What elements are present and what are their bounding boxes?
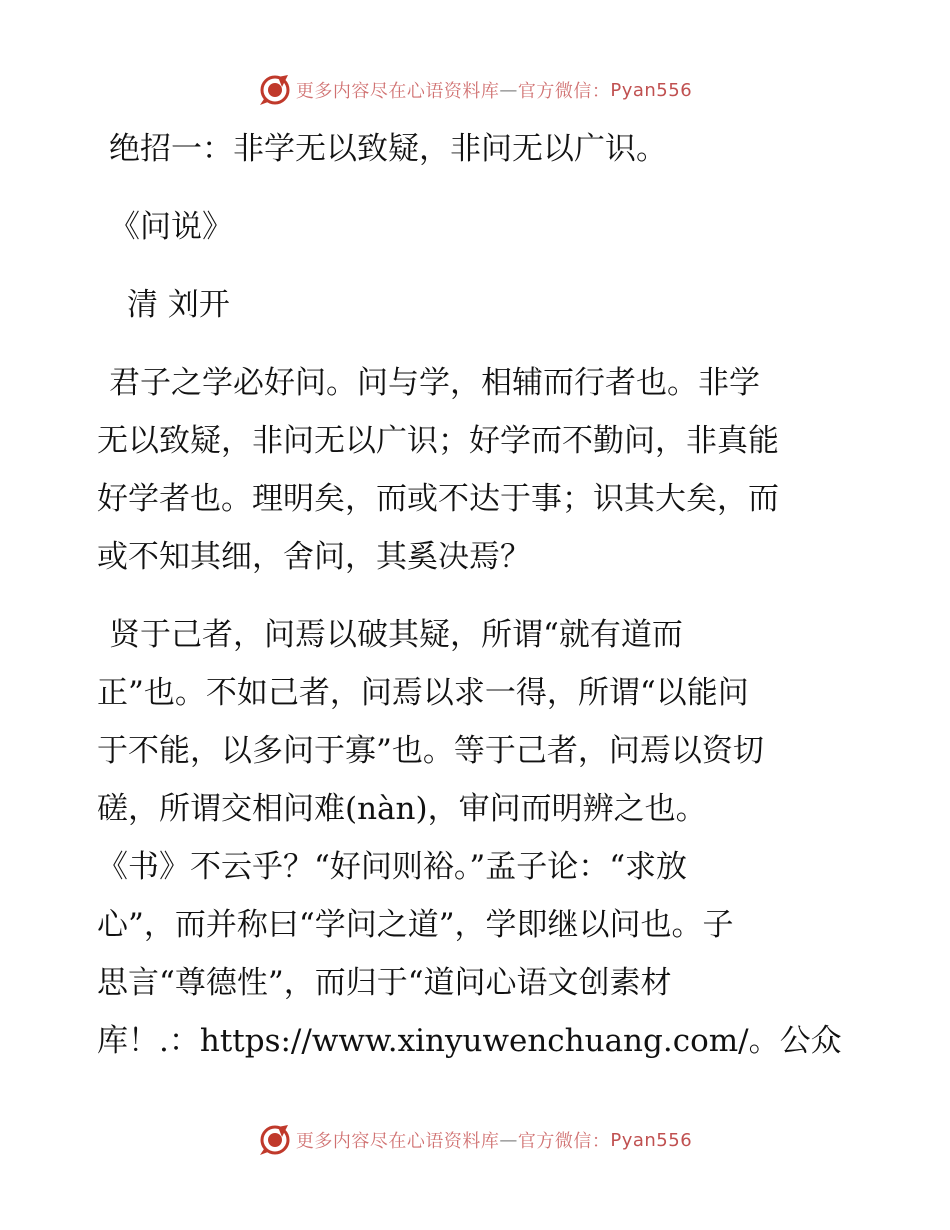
paragraph-line: 磋，所谓交相问难(nàn)，审问而明辨之也。 — [97, 791, 707, 827]
paragraph-line: 于不能，以多问于寡”也。等于己者，问焉以资切 — [97, 733, 764, 769]
banner-separator: — — [499, 79, 518, 101]
paragraph-line: 好学者也。理明矣，而或不达于事；识其大矣，而 — [97, 481, 779, 517]
paragraph-line: 《书》不云乎？“好问则裕。”孟子论：“求放 — [97, 849, 688, 885]
paragraph-line: 君子之学必好问。问与学，相辅而行者也。非学 — [109, 365, 760, 401]
footer-banner — [0, 1120, 950, 1160]
paragraph-line: 贤于己者，问焉以破其疑，所谓“就有道而 — [109, 617, 683, 653]
pen-logo-icon — [258, 1123, 292, 1157]
paragraph-line: 心”，而并称曰“学问之道”，学即继以问也。子 — [97, 907, 734, 943]
paragraph-line: 思言“尊德性”，而归于“道问心语文创素材 — [97, 965, 672, 1001]
paragraph-line-url: 库！.：https://www.xinyuwenchuang.com/。公众 — [97, 1023, 842, 1059]
pen-logo-icon — [258, 73, 292, 107]
banner-separator: — — [499, 1129, 518, 1151]
banner-wechat-label: 官方微信： — [517, 81, 611, 102]
document-title: 《问说》 — [109, 209, 233, 245]
paragraph-line: 或不知其细，舍问，其奚决焉？ — [97, 539, 531, 575]
author: 清 刘开 — [127, 287, 230, 323]
banner-site-text: 更多内容尽在心语资料库 — [295, 1131, 500, 1152]
paragraph-line: 正”也。不如己者，问焉以求一得，所谓“以能问 — [97, 675, 749, 711]
banner-account: Pyan556 — [610, 79, 693, 101]
paragraph-line: 无以致疑，非问无以广识；好学而不勤问，非真能 — [97, 423, 779, 459]
banner-wechat-label: 官方微信： — [517, 1131, 611, 1152]
paragraph-2 — [97, 606, 857, 1070]
header-banner — [0, 70, 950, 110]
heading: 绝招一：非学无以致疑，非问无以广识。 — [109, 131, 667, 167]
document-body — [97, 120, 857, 1070]
paragraph-1 — [97, 354, 857, 586]
banner-site-text: 更多内容尽在心语资料库 — [295, 81, 500, 102]
banner-account: Pyan556 — [610, 1129, 693, 1151]
